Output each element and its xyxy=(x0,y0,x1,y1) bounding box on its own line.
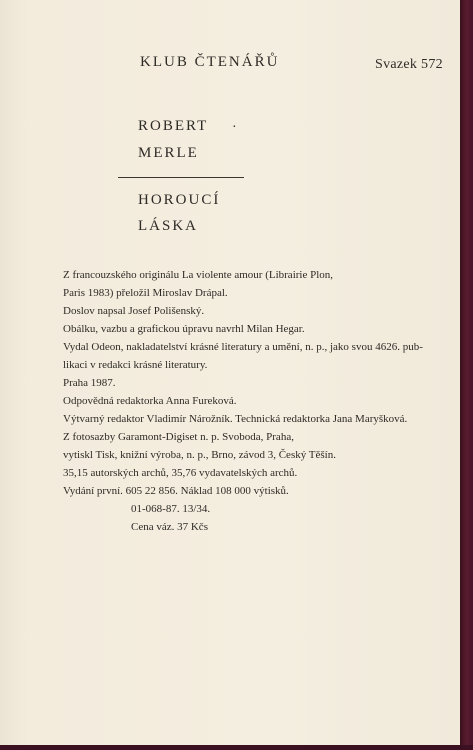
author-first-name: ROBERT xyxy=(138,118,209,134)
imprint-block xyxy=(63,266,423,536)
imprint-line: Doslov napsal Josef Polišenský. xyxy=(63,305,205,317)
author-last-name: MERLE xyxy=(138,145,199,161)
price-line: Cena váz. 37 Kčs xyxy=(131,521,208,533)
author-mark: · xyxy=(232,120,237,135)
imprint-line: Obálku, vazbu a grafickou úpravu navrhl Milan Hegar. xyxy=(63,323,305,335)
imprint-line: likaci v redakci krásné literatury. xyxy=(63,359,208,371)
binding-edge-bottom xyxy=(0,745,473,750)
imprint-line: Z fotosazby Garamont-Digiset n. p. Svoboda, Praha, xyxy=(63,431,294,443)
imprint-line: Vydal Odeon, nakladatelství krásné literatury a umění, n. p., jako svou 4626. pub- xyxy=(63,341,423,353)
title-divider xyxy=(118,177,244,178)
imprint-line: 35,15 autorských archů, 35,76 vydavatelských archů. xyxy=(63,467,298,479)
imprint-line: Odpovědná redaktorka Anna Fureková. xyxy=(63,395,237,407)
imprint-line: Paris 1983) přeložil Miroslav Drápal. xyxy=(63,287,228,299)
imprint-line: vytiskl Tisk, knižní výroba, n. p., Brno, závod 3, Český Těšín. xyxy=(63,449,336,461)
series-name: KLUB ČTENÁŘŮ xyxy=(140,54,280,70)
imprint-line: Vydání první. 605 22 856. Náklad 108 000 výtisků. xyxy=(63,485,289,497)
imprint-line: Praha 1987. xyxy=(63,377,116,389)
book-title-line-1: HOROUCÍ xyxy=(138,192,221,208)
catalog-code: 01-068-87. 13/34. xyxy=(131,503,211,515)
binding-edge-right xyxy=(460,0,473,750)
imprint-line: Výtvarný redaktor Vladimír Nárožník. Technická redaktorka Jana Maryšková. xyxy=(63,413,408,425)
imprint-line: Z francouzského originálu La violente amour (Librairie Plon, xyxy=(63,269,334,281)
volume-number: Svazek 572 xyxy=(375,57,443,72)
book-title-line-2: LÁSKA xyxy=(138,218,199,234)
